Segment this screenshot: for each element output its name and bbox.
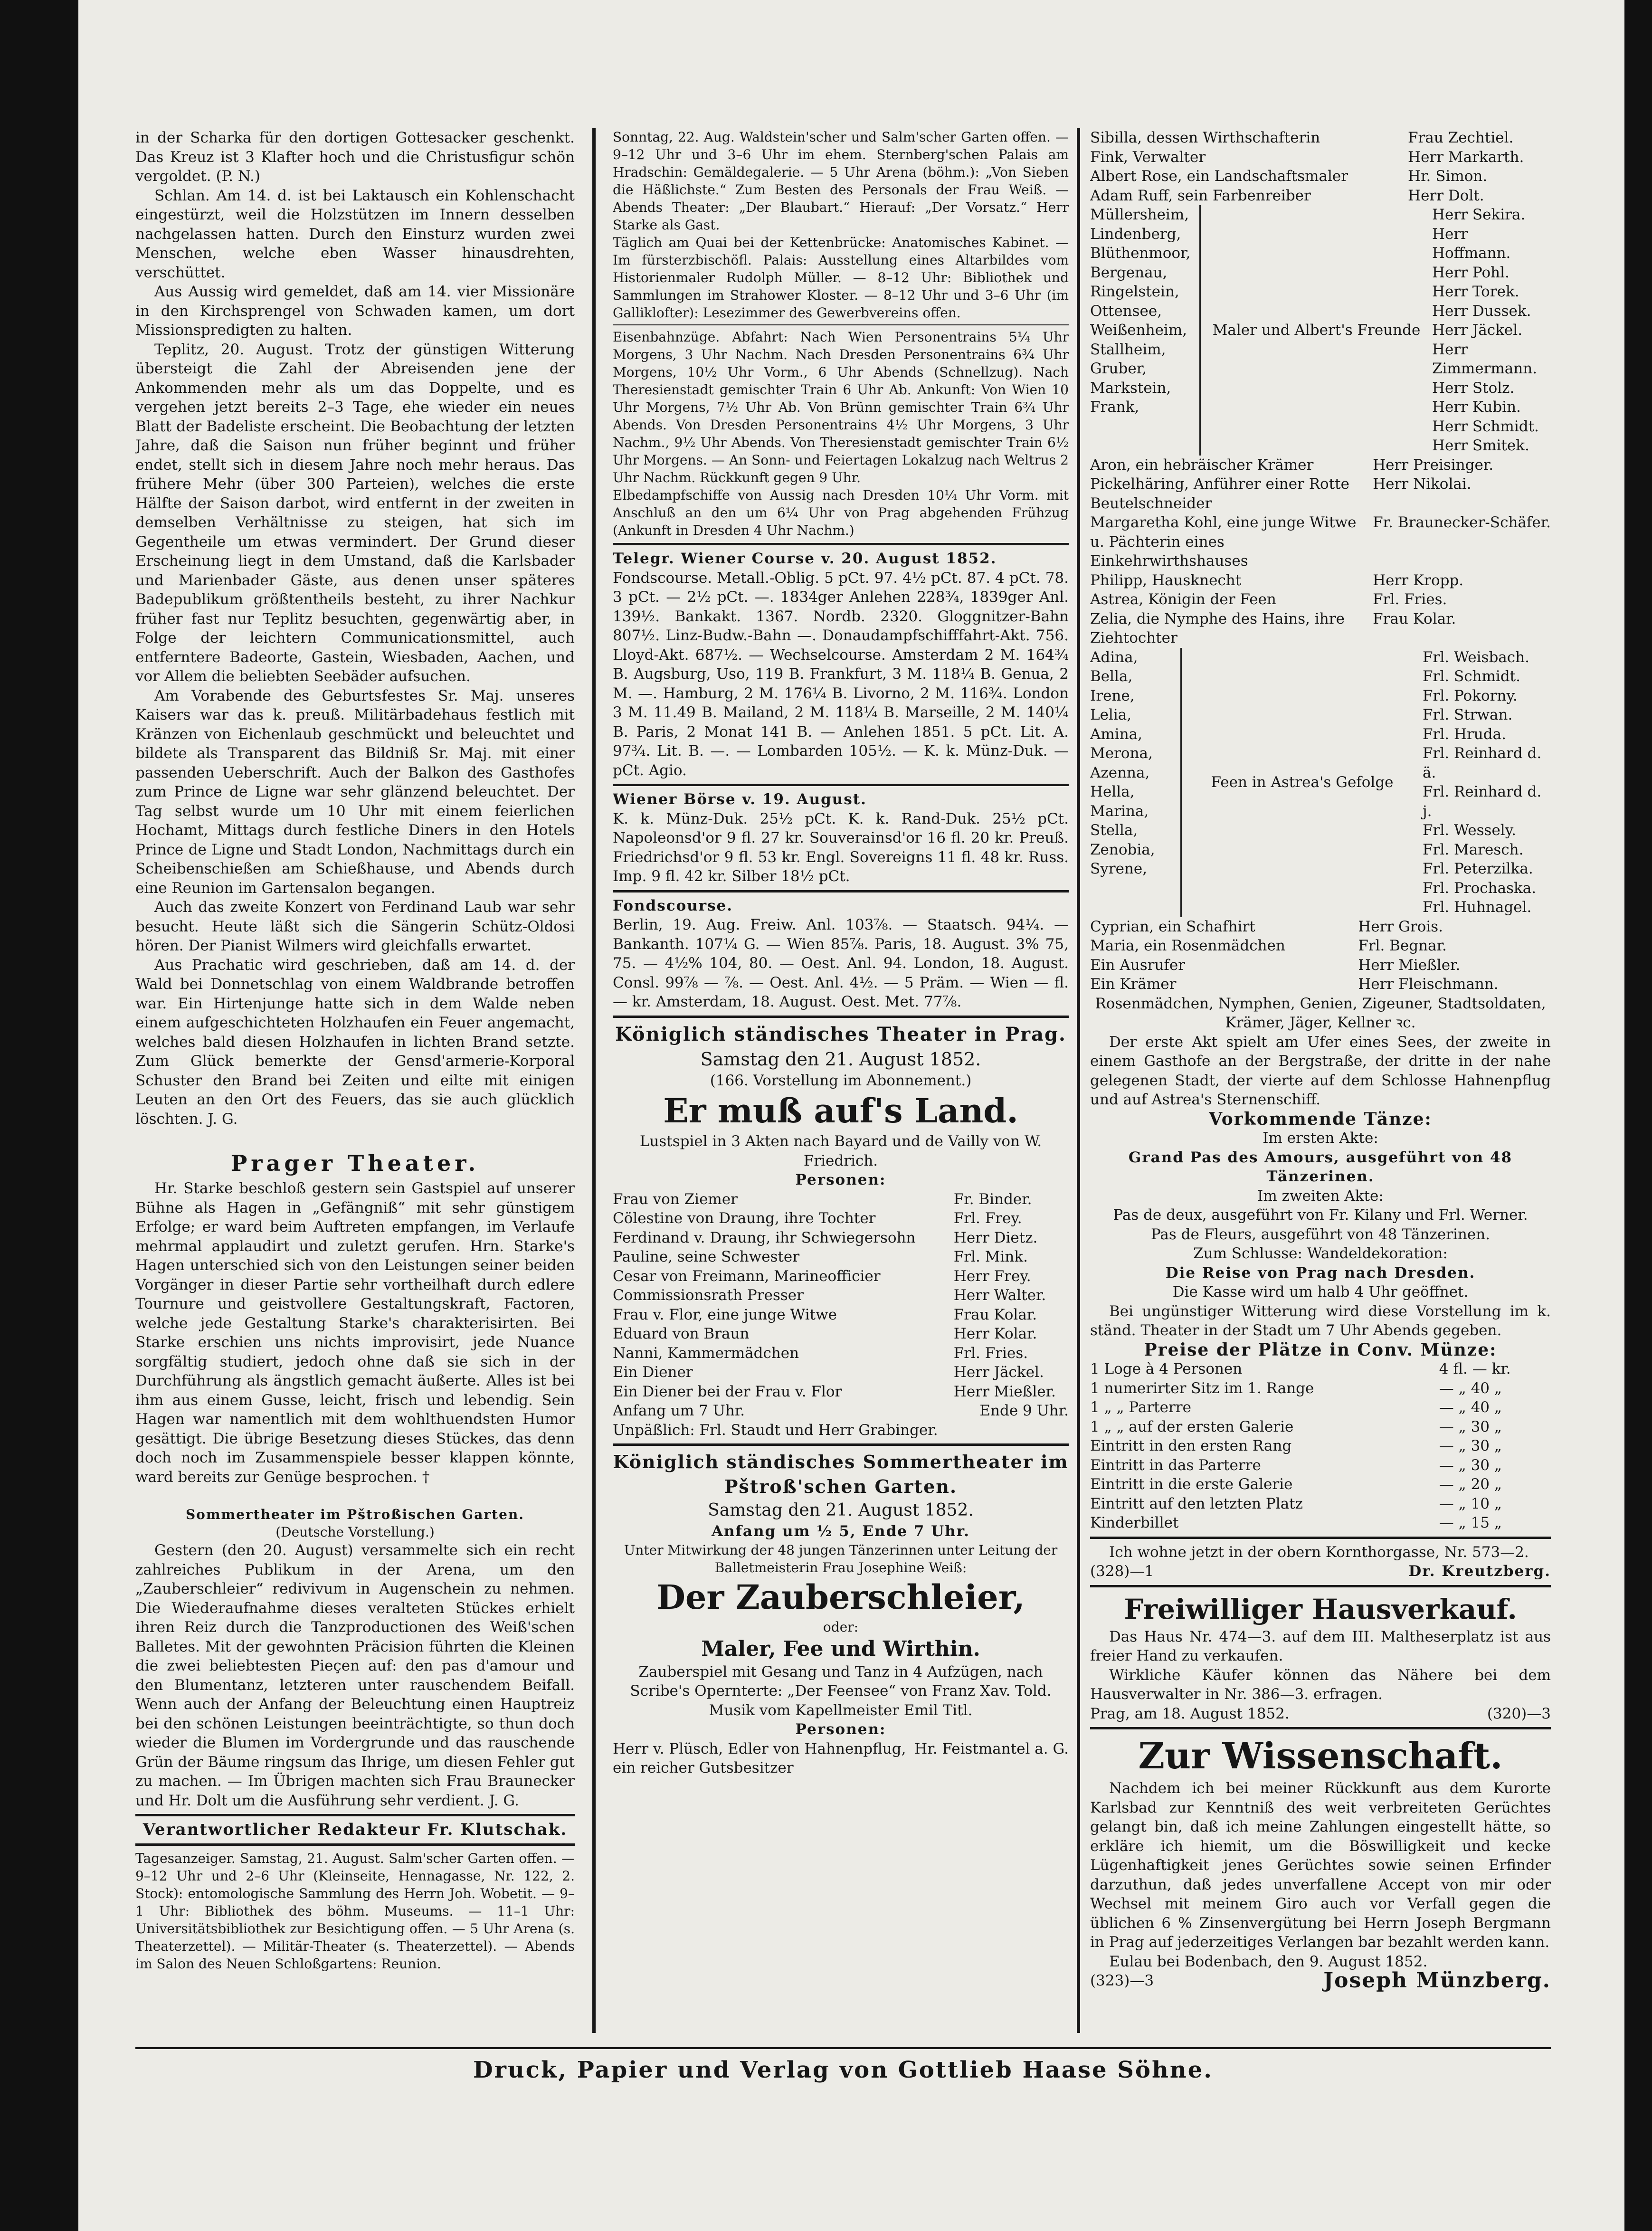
- painters-actors: Herr Sekira. Herr Hoffmann. Herr Pohl. Herr Torek. Herr Dussek. Herr Jäckel. Herr Zimmermann. Herr Stolz. Herr Kubin. Herr Schmidt. Herr Smitek.: [1432, 206, 1539, 454]
- cast-row: Adam Ruff, sein Farbenreiber Herr Dolt.: [1090, 187, 1484, 204]
- vienna-courses-title: Telegr. Wiener Course v. 20. August 1852.: [613, 550, 997, 567]
- divider: [1090, 1727, 1551, 1729]
- cast-row: Pickelhäring, Anführer einer Rotte Beutelschneider Herr Nikolai.: [1090, 475, 1472, 512]
- divider: [135, 1814, 575, 1816]
- price-row: 1 Loge à 4 Personen 4 fl. — kr.: [1090, 1360, 1511, 1377]
- cast-row: Zelia, die Nymphe des Hains, ihre Ziehtochter Frau Kolar.: [1090, 610, 1456, 646]
- sunday-listing: Sonntag, 22. Aug. Waldstein'scher und Salm'scher Garten offen. — 9–12 Uhr und 3–6 Uhr im ehem. Sternberg'schen Palais am Hradschin: Gemäldegalerie. — 5 Uhr Arena (böhm.): „Von Sieben die Häßlichste.“ Zum Besten des Personals der Frau Weiß. — Abends Theater: „Der Blaubart.“ Hierauf: „Der Vorsatz.“ Herr Starke als Gast.: [613, 129, 1069, 233]
- news-item: Auch das zweite Konzert von Ferdinand Laub war sehr besucht. Heute läßt sich die Sängerin Schütz-Oldosi hören. Der Pianist Wilmers wird gleichfalls erwartet.: [135, 899, 575, 954]
- footer-rule: [135, 2047, 1551, 2049]
- divider: [613, 543, 1069, 545]
- cast-row: Philipp, Hausknecht Herr Kropp.: [1090, 571, 1464, 589]
- play-times: Anfang um 7 Uhr. Ende 9 Uhr.: [613, 1402, 1069, 1419]
- price-list: [1090, 1359, 1551, 1533]
- cast-row: Pauline, seine Schwester Frl. Mink.: [613, 1248, 1028, 1265]
- dance-line: Zum Schlusse: Wandeldekoration:: [1193, 1245, 1448, 1262]
- divider: [135, 1843, 575, 1846]
- summer-theater-date: Samstag den 21. August 1852.: [708, 1500, 974, 1520]
- cast-row: Nanni, Kammermädchen Frl. Fries.: [613, 1344, 1028, 1362]
- fonds-title: Fondscourse.: [613, 897, 733, 914]
- theater-title: Königlich ständisches Theater in Prag.: [615, 1023, 1066, 1045]
- daily-listing: Täglich am Quai bei der Kettenbrücke: Anatomisches Kabinet. — Im fürsterzbischöfl. Palais: Ausstellung eines Altarbildes vom Historienmaler Rudolph Müller. — 8–12 Uhr: Bibliothek und Sammlungen im Strahower Kloster. — 8–12 Uhr und 3–6 Uhr (im Galliklofter): Lesezimmer des Gewerbvereins offen.: [613, 235, 1069, 321]
- column-middle: [613, 128, 1069, 2033]
- divider: [613, 324, 1069, 325]
- theater-review-text: Hr. Starke beschloß gestern sein Gastspiel auf unserer Bühne als Hagen in „Gefängniß“ mit sehr günstigem Erfolge; er ward beim Auftreten empfangen, im Verlaufe mehrmal applaudirt und zuletzt gerufen. Hrn. Starke's Hagen unterschied sich von den Leistungen seiner beiden Vorgänger in dieser Partie sehr vortheilhaft durch edlere Tournure und geistvollere Gestaltungskraft, Factoren, welche jede Gestaltung Starke's charakterisirten. Bei Starke erschien uns nichts improvisirt, jede Nuance sorgfältig studiert, jedoch ohne daß sie sich in der Durchführung als ängstlich gemacht äußerte. Alles ist bei ihm aus einem Gusse, leicht, frisch und lebendig. Sein Hagen war namentlich mit dem wohlthuendsten Humor gesättigt. Die übrige Besetzung dieses Stückes, das denn doch noch im Zusammenspiele besser klappen könnte, ward bereits zur Genüge besprochen. †: [135, 1180, 575, 1486]
- summer-theater-times: Anfang um ½ 5, Ende 7 Uhr.: [711, 1523, 970, 1540]
- cast-row: Herr v. Plüsch, Edler von Hahnenpflug, ein reicher Gutsbesitzer Hr. Feistmantel a. G.: [613, 1740, 1069, 1776]
- price-row: Kinderbillet — „ 15 „: [1090, 1514, 1502, 1531]
- cast-row: Sibilla, dessen Wirthschafterin Frau Zechtiel.: [1090, 129, 1514, 146]
- divider: [1090, 1537, 1551, 1539]
- dance-line: Im zweiten Akte:: [1257, 1187, 1384, 1205]
- tagesanzeiger: Tagesanzeiger. Samstag, 21. August. Salm'scher Garten offen. — 9–12 Uhr und 2–6 Uhr (Kleinseite, Hennagasse, Nr. 122, 2. Stock): entomologische Sammlung des Herrn Joh. Wobetit. — 9–1 Uhr: Bibliothek des böhm. Museums. — 11–1 Uhr: Universitätsbibliothek zur Besichtigung offen. — 5 Uhr Arena (s. Theaterzettel). — Militär-Theater (s. Theaterzettel). — Abends im Salon des Neuen Schloßgartens: Reunion.: [135, 1850, 575, 1972]
- news-item: Teplitz, 20. August. Trotz der günstigen Witterung übersteigt die Zahl der Abreisenden jene der Ankommenden mehr als um das Doppelte, und es vergehen jetzt bereits 2–3 Tage, ehe wieder ein neues Blatt der Badeliste erscheint. Die Beobachtung der letzten Jahre, daß die Saison nun früher beginnt und früher endet, stellt sich in diesem Jahre noch mehr heraus. Das frühere Mehr (über 300 Parteien), welches die erste Hälfte der Saison darbot, wird entfernt in der zweiten in demselben Verhältnisse zu steigen, hat sich im Gegentheile um etwas vermindert. Der Grund dieser Erscheinung liegt in dem Umstand, daß die Karlsbader und Marienbader Gäste, aus denen unser späteres Badepublikum größtentheils besteht, zu ihrer Nachkur früher fast nur Teplitz besuchten, gegenwärtig aber, in Folge der leichtern Communicationsmittel, auch entferntere Badeorte, Gastein, Wiesbaden, Aachen, und vor Allem die beliebten Seebäder aufsuchen.: [135, 341, 575, 685]
- cast-row: Commissionsrath Presser Herr Walter.: [613, 1287, 1046, 1304]
- cast-row: Ferdinand v. Draung, ihr Schwiegersohn Herr Dietz.: [613, 1229, 1038, 1246]
- cast-row: Cölestine von Draung, ihre Tochter Frl. Frey.: [613, 1210, 1022, 1227]
- wissenschaft-text: Nachdem ich bei meiner Rückkunft aus dem Kurorte Karlsbad zur Kenntniß des weit verbreiteten Gerüchtes gelangt bin, daß ich meine Zahlungen eingestellt hätte, so erkläre ich hiemit, um die Böswilligkeit und kecke Lügenhaftigkeit jenes Gerüchtes sowie seinen Erfinder darzuthun, daß jedes unverfallene Accept von mir oder Wechsel mit meinem Giro auch vor Verfall gegen die üblichen 6 % Zinsenvergütung bei Herrn Joseph Bergmann in Prag auf jederzeitiges Verlangen bar bezahlt werden kann.: [1090, 1780, 1551, 1951]
- fonds-text: Berlin, 19. Aug. Freiw. Anl. 103⅞. — Staatsch. 94¼. — Bankanth. 107¼ G. — Wien 85⅞. Paris, 18. August. 3% 75, 75. — 4½% 104, 80. — Oest. Anl. 94. London, 18. August. Consl. 99⅞ — ⅞. — Oest. Anl. 4½. — 5 Präm. — Wien — fl. — kr. Amsterdam, 18. August. Oest. Met. 77⅞.: [613, 916, 1069, 1010]
- summer-theater-title: Sommertheater im Pštroßischen Garten.: [185, 1507, 525, 1522]
- price-row: 1 „ „ Parterre — „ 40 „: [1090, 1399, 1502, 1416]
- dance-line: Pas de Fleurs, ausgeführt von 48 Tänzerinen.: [1150, 1225, 1491, 1243]
- cast-row: Ein Krämer Herr Fleischmann.: [1090, 976, 1499, 993]
- vienna-exchange-text: K. k. Münz-Duk. 25½ pCt. K. k. Rand-Duk. 25½ pCt. Napoleonsd'or 9 fl. 27 kr. Souverainsd'or 16 fl. 20 kr. Preuß. Friedrichsd'or 9 fl. 53 kr. Engl. Sovereigns 11 fl. 48 kr. Russ. Imp. 9 fl. 42 kr. Silber 18½ pCt.: [613, 810, 1069, 885]
- divider: [613, 890, 1069, 892]
- news-item: in der Scharka für den dortigen Gottesacker geschenkt. Das Kreuz ist 3 Klafter hoch und die Christusfigur schön vergoldet. (P. N.): [135, 129, 575, 185]
- painters-label: Maler und Albert's Freunde: [1199, 205, 1432, 456]
- cast-list: [1090, 128, 1551, 205]
- play-indisposed: Unpäßlich: Frl. Staudt und Herr Grabinger.: [613, 1421, 938, 1439]
- cast-list: [613, 1190, 1069, 1402]
- sale-title: Freiwilliger Hausverkauf.: [1124, 1593, 1517, 1625]
- price-row: Eintritt in das Parterre — „ 30 „: [1090, 1456, 1502, 1474]
- dances-title: Vorkommende Tänze:: [1209, 1109, 1432, 1129]
- summer-theater-text: Gestern (den 20. August) versammelte sich ein recht zahlreiches Publikum in der Arena, um den „Zauberschleier“ redivivum in Augenschein zu nehmen. Die Wiederaufnahme dieses veralteten Stückes erhielt ihren Reiz durch die Tanzproductionen des Weiß'schen Balletes. Mit der gewohnten Präcision führten die Kleinen die zwei beliebtesten Pieçen auf: den pas d'amour und den Blumentanz, letzteren unter rauschendem Beifall. Wenn auch der Anfang der Beleuchtung einen Hauptreiz bei den schönen Leistungen beeinträchtigte, so thun doch wieder die Blumen im Vordergrunde und das rauschende Grün der Bäume ringsum das Ihrige, um diesen Fehler gut zu machen. — Im Übrigen machten sich Frau Braunecker und Hr. Dolt um die Ausführung sehr verdient. J. G.: [135, 1542, 575, 1809]
- cast-row: Aron, ein hebräischer Krämer Herr Preisinger.: [1090, 456, 1494, 474]
- cast-row: Eduard von Braun Herr Kolar.: [613, 1325, 1037, 1342]
- play-title: Er muß auf's Land.: [663, 1091, 1018, 1130]
- play2-cast-heading: Personen:: [795, 1721, 886, 1738]
- cast-row: Albert Rose, ein Landschaftsmaler Hr. Simon.: [1090, 168, 1488, 185]
- summer-theater-heading: Königlich ständisches Sommertheater im Pštroß'schen Garten.: [613, 1451, 1069, 1497]
- summer-theater-note: Unter Mitwirkung der 48 jungen Tänzerinnen unter Leitung der Balletmeisterin Frau Josephine Weiß:: [624, 1542, 1058, 1576]
- painters-names: Müllersheim, Lindenberg, Blüthenmoor, Bergenau, Ringelstein, Ottensee, Weißenheim, Stallheim, Gruber, Markstein, Frank,: [1090, 206, 1191, 416]
- column-rule: [592, 128, 596, 2033]
- dance-line: Im ersten Akte:: [1263, 1130, 1378, 1147]
- cast-row: Ein Diener Herr Jäckel.: [613, 1364, 1044, 1381]
- cast-row: Ein Diener bei der Frau v. Flor Herr Mießler.: [613, 1383, 1056, 1400]
- fairies-group: [1090, 648, 1551, 917]
- cast-list: [1090, 917, 1551, 994]
- cast-row: Cesar von Freimann, Marineofficier Herr Frey.: [613, 1267, 1031, 1285]
- news-item: Am Vorabende des Geburtsfestes Sr. Maj. unseres Kaisers war das k. preuß. Militärbadehaus festlich mit Kränzen von Eichenlaub geschmückt und beleuchtet und bildete als Transparent das Bildniß Sr. Maj. mit einer passenden Ueberschrift. Auch der Balkon des Gasthofes zum Prince de Ligne war sehr glänzend beleuchtet. Der Tag selbst wurde um 10 Uhr mit einem feierlichen Hochamt, Mittags durch festliche Diners in den Hotels Prince de Ligne und Stadt London, Nachmittags durch ein Scheibenschießen am Schießhause, und Abends durch eine Reunion im Gartensalon begangen.: [135, 687, 575, 897]
- cast-row: Frau v. Flor, eine junge Witwe Frau Kolar.: [613, 1306, 1037, 1323]
- printer-imprint: Druck, Papier und Verlag von Gottlieb Haase Söhne.: [473, 2057, 1213, 2083]
- cast-list: [1090, 456, 1551, 648]
- play2-subtitle: Maler, Fee und Wirthin.: [701, 1636, 980, 1661]
- price-row: Eintritt in den ersten Rang — „ 30 „: [1090, 1437, 1502, 1454]
- sale-text: Wirkliche Käufer können das Nähere bei dem Hausverwalter in Nr. 386—3. erfragen.: [1090, 1666, 1551, 1703]
- fairies-label: Feen in Astrea's Gefolge: [1180, 648, 1423, 917]
- painters-group: [1090, 205, 1551, 456]
- railway-timetable: Eisenbahnzüge. Abfahrt: Nach Wien Personentrains 5¼ Uhr Morgens, 3 Uhr Nachm. Nach Dresden Personentrains 6¾ Uhr Morgens, 10½ Uhr Vorm., 6 Uhr Abends (Schnellzug). Nach Theresienstadt gemischter Train 6 Uhr Ab. Ankunft: Von Wien 10 Uhr Morgens, 7½ Uhr Ab. Von Brünn gemischter Train 6¾ Uhr Abends. Von Dresden Personentrains 4½ Uhr Morgens, 3 Uhr Nachm., 9½ Uhr Abends. Von Theresienstadt gemischter Train 6½ Uhr Morgens. — An Sonn- und Feiertagen Lokalzug nach Weltrus 2 Uhr Nachm. Rückkunft gegen 9 Uhr.: [613, 329, 1069, 485]
- acts-description: Der erste Akt spielt am Ufer eines Sees, der zweite in einem Gasthofe an der Bergstraße, der dritte in der nahe gelegenen Stadt, der vierte auf dem Schlosse Hahnenpflug und auf Astrea's Sternenschiff.: [1090, 1033, 1551, 1108]
- sale-text: Das Haus Nr. 474—3. auf dem III. Maltheserplatz ist aus freier Hand zu verkaufen.: [1090, 1628, 1551, 1664]
- summer-theater-subtitle: (Deutsche Vorstellung.): [275, 1524, 435, 1540]
- cast-row: Frau von Ziemer Fr. Binder.: [613, 1190, 1032, 1208]
- dance-line: Die Kasse wird um halb 4 Uhr geöffnet.: [1172, 1283, 1469, 1301]
- kreuzberg-notice: Ich wohne jetzt in der obern Kornthorgasse, Nr. 573—2.: [1109, 1543, 1529, 1561]
- price-row: Eintritt auf den letzten Platz — „ 10 „: [1090, 1495, 1502, 1512]
- editor-line: Verantwortlicher Redakteur Fr. Klutschak.: [142, 1820, 568, 1839]
- kreuzberg-signature-row: (328)—1 Dr. Kreutzberg.: [1090, 1563, 1551, 1580]
- steamer-timetable: Elbedampfschiffe von Aussig nach Dresden 10¼ Uhr Vorm. mit Anschluß an den um 6¼ Uhr von Prag abgehenden Frühzug (Ankunft in Dresden 4 Uhr Nachm.): [613, 487, 1069, 538]
- vienna-courses-text: Fondscourse. Metall.-Oblig. 5 pCt. 97. 4½ pCt. 87. 4 pCt. 78. 3 pCt. — 2½ pCt. —. 1834ger Anlehen 228¾, 1839ger Anl. 139½. Bankakt. 1367. Nordb. 2320. Gloggnitzer-Bahn 807½. Linz-Budw.-Bahn —. Donaudampfschifffahrt-Akt. 756. Lloyd-Akt. 687½. — Wechselcourse. Amsterdam 2 M. 164¾ B. Augsburg, Uso, 119 B. Frankfurt, 3 M. 118¼ B. Genua, 2 M. —. Hamburg, 2 M. 176¼ B. Livorno, 2 M. 116¾. London 3 M. 11.49 B. Mailand, 2 M. 118¼ B. Marseille, 2 M. 140¼ B. Paris, 2 Monat 141 B. — Anlehen 1851. 5 pCt. Lit. A. 97¾. Lit. B. —. — Lombarden 105½. — K. k. Münz-Duk. — pCt. Agio.: [613, 569, 1069, 779]
- weather-note: Bei ungünstiger Witterung wird diese Vorstellung im k. ständ. Theater in der Stadt um 7 Uhr Abends gegeben.: [1090, 1302, 1551, 1339]
- price-row: Eintritt in die erste Galerie — „ 20 „: [1090, 1476, 1502, 1493]
- cast-heading: Personen:: [795, 1171, 886, 1188]
- divider: [1090, 1585, 1551, 1587]
- crowd-list: Rosenmädchen, Nymphen, Genien, Zigeuner, Stadtsoldaten, Krämer, Jäger, Kellner ꝛc.: [1095, 995, 1546, 1031]
- theater-performance-number: (166. Vorstellung im Abonnement.): [710, 1072, 972, 1089]
- play2-description: Zauberspiel mit Gesang und Tanz in 4 Aufzügen, nach Scribe's Opernterte: „Der Feensee“ von Franz Xav. Told. Musik vom Kapellmeister Emil Titl.: [630, 1663, 1052, 1719]
- fairies-actors: Frl. Weisbach. Frl. Schmidt. Frl. Pokorny. Frl. Strwan. Frl. Hruda. Frl. Reinhard d. ä. Frl. Reinhard d. j. Frl. Wessely. Frl. Maresch. Frl. Peterzilka. Frl. Prochaska. Frl. Huhnagel.: [1423, 648, 1542, 916]
- cast-row: Astrea, Königin der Feen Frl. Fries.: [1090, 591, 1447, 608]
- play2-title: Der Zauberschleier,: [656, 1577, 1025, 1617]
- price-row: 1 „ „ auf der ersten Galerie — „ 30 „: [1090, 1418, 1502, 1435]
- wissenschaft-signature-row: (323)—3 Joseph Münzberg.: [1090, 1968, 1551, 1993]
- newspaper-page: [78, 0, 1624, 2231]
- prices-title: Preise der Plätze in Conv. Münze:: [1144, 1339, 1497, 1360]
- sale-date-row: Prag, am 18. August 1852. (320)—3: [1090, 1705, 1551, 1722]
- vienna-exchange-title: Wiener Börse v. 19. August.: [613, 791, 867, 808]
- cast-row: Margaretha Kohl, eine junge Witwe u. Pächterin eines Einkehrwirthshauses Fr. Braunecker-Schäfer.: [1090, 514, 1551, 570]
- news-item: Aus Prachatic wird geschrieben, daß am 14. d. der Wald bei Donnetschlag von einem Waldbrande betroffen war. Ein Hirtenjunge hatte sich in dem Walde neben einem aufgeschichteten Holzhaufen ein Feuer angemacht, welches bald diesen Holzhaufen in lichten Brand setzte. Zum Glück bemerkte der Gensd'armerie-Korporal Schuster den Brand bei Zeiten und eilte mit einigen Leuten an den Ort des Feuers, das sie auch glücklich löschten. J. G.: [135, 956, 575, 1128]
- price-row: 1 numerirter Sitz im 1. Range — „ 40 „: [1090, 1379, 1502, 1397]
- theater-review-title: Prager Theater.: [230, 1150, 480, 1176]
- play2-oder: oder:: [823, 1619, 859, 1635]
- news-item: Aus Aussig wird gemeldet, daß am 14. vier Missionäre in den Kirchsprengel von Schwaden kamen, um dort Missionspredigten zu halten.: [135, 283, 575, 339]
- divider: [613, 1016, 1069, 1018]
- column-rule: [1077, 128, 1080, 2033]
- news-item: Schlan. Am 14. d. ist bei Laktausch ein Kohlenschacht eingestürzt, weil die Holzstützen im Innern desselben nachgelassen hatten. Durch den Einsturz wurden zwei Menschen, welche eben Wasser hinausdrehten, verschüttet.: [135, 187, 575, 281]
- cast-row: Cyprian, ein Schafhirt Herr Grois.: [1090, 918, 1443, 935]
- dance-line: Grand Pas des Amours, ausgeführt von 48 Tänzerinen.: [1128, 1149, 1513, 1185]
- fairies-names: Adina, Bella, Irene, Lelia, Amina, Merona, Azenna, Hella, Marina, Stella, Zenobia, Syrene,: [1090, 648, 1155, 877]
- theater-date: Samstag den 21. August 1852.: [700, 1048, 981, 1070]
- cast-row: Fink, Verwalter Herr Markarth.: [1090, 148, 1524, 166]
- wissenschaft-place: Eulau bei Bodenbach, den 9. August 1852.: [1109, 1953, 1428, 1970]
- column-right: [1090, 128, 1551, 2033]
- divider: [613, 1443, 1069, 1446]
- dance-line: Die Reise von Prag nach Dresden.: [1165, 1264, 1476, 1282]
- page-content: [135, 128, 1551, 2083]
- cast-row: Maria, ein Rosenmädchen Frl. Begnar.: [1090, 937, 1447, 954]
- cast-row: Ein Ausrufer Herr Mießler.: [1090, 956, 1461, 974]
- play-subtitle: Lustspiel in 3 Akten nach Bayard und de Vailly von W. Friedrich.: [639, 1133, 1042, 1169]
- wissenschaft-title: Zur Wissenschaft.: [1138, 1735, 1503, 1777]
- divider: [613, 784, 1069, 786]
- column-left: [135, 128, 575, 2033]
- dance-line: Pas de deux, ausgeführt von Fr. Kilany und Frl. Werner.: [1113, 1206, 1528, 1224]
